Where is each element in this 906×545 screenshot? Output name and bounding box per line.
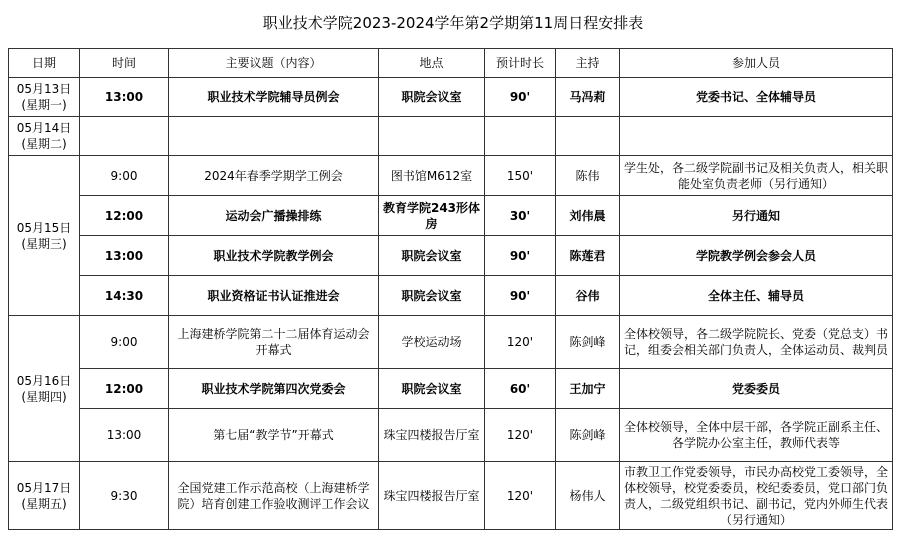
table-row — [9, 369, 893, 409]
topic-cell: 职业技术学院第四次党委会 — [169, 369, 379, 409]
topic-cell: 职业技术学院辅导员例会 — [169, 78, 379, 117]
place-cell: 珠宝四楼报告厅室 — [379, 462, 485, 530]
date-cell: 05月15日 (星期三) — [9, 156, 80, 316]
table-row — [9, 196, 893, 236]
time-cell: 13:00 — [80, 409, 169, 462]
schedule-table — [8, 48, 893, 530]
host-cell: 马冯莉 — [556, 78, 620, 117]
schedule-title: 职业技术学院2023-2024学年第2学期第11周日程安排表 — [262, 14, 644, 32]
duration-cell: 90' — [485, 276, 556, 316]
duration-cell: 90' — [485, 78, 556, 117]
time-cell: 9:00 — [80, 316, 169, 369]
duration-cell: 120' — [485, 462, 556, 530]
table-row — [9, 316, 893, 369]
duration-cell: 30' — [485, 196, 556, 236]
header-date: 日期 — [9, 49, 80, 78]
topic-cell: 上海建桥学院第二十二届体育运动会开幕式 — [169, 316, 379, 369]
topic-cell: 2024年春季学期学工例会 — [169, 156, 379, 196]
place-cell: 学校运动场 — [379, 316, 485, 369]
duration-cell: 150' — [485, 156, 556, 196]
place-cell — [379, 117, 485, 156]
place-cell: 珠宝四楼报告厅室 — [379, 409, 485, 462]
attendees-cell — [620, 117, 893, 156]
date-cell: 05月16日 (星期四) — [9, 316, 80, 462]
attendees-cell: 党委委员 — [620, 369, 893, 409]
date-cell: 05月13日 (星期一) — [9, 78, 80, 117]
table-row — [9, 462, 893, 530]
attendees-cell: 学院教学例会参会人员 — [620, 236, 893, 276]
host-cell: 陈剑峰 — [556, 316, 620, 369]
time-cell: 9:00 — [80, 156, 169, 196]
header-host: 主持 — [556, 49, 620, 78]
header-place: 地点 — [379, 49, 485, 78]
place-cell: 教育学院243形体房 — [379, 196, 485, 236]
table-row — [9, 236, 893, 276]
table-row — [9, 276, 893, 316]
attendees-cell: 全体主任、辅导员 — [620, 276, 893, 316]
duration-cell: 120' — [485, 409, 556, 462]
header-topic: 主要议题（内容） — [169, 49, 379, 78]
place-cell: 职院会议室 — [379, 236, 485, 276]
host-cell: 陈伟 — [556, 156, 620, 196]
host-cell: 杨伟人 — [556, 462, 620, 530]
place-cell: 职院会议室 — [379, 78, 485, 117]
duration-cell — [485, 117, 556, 156]
place-cell: 图书馆M612室 — [379, 156, 485, 196]
topic-cell: 职业资格证书认证推进会 — [169, 276, 379, 316]
attendees-cell: 另行通知 — [620, 196, 893, 236]
topic-cell: 第七届“教学节”开幕式 — [169, 409, 379, 462]
time-cell: 12:00 — [80, 196, 169, 236]
place-cell: 职院会议室 — [379, 369, 485, 409]
attendees-cell: 学生处，各二级学院副书记及相关负责人，相关职能处室负责老师（另行通知） — [620, 156, 893, 196]
topic-cell: 职业技术学院教学例会 — [169, 236, 379, 276]
host-cell: 陈剑峰 — [556, 409, 620, 462]
topic-cell: 运动会广播操排练 — [169, 196, 379, 236]
topic-cell — [169, 117, 379, 156]
attendees-cell: 全体校领导，全体中层干部，各学院正副系主任、各学院办公室主任，教师代表等 — [620, 409, 893, 462]
table-row — [9, 78, 893, 117]
table-row — [9, 117, 893, 156]
time-cell: 14:30 — [80, 276, 169, 316]
duration-cell: 120' — [485, 316, 556, 369]
time-cell: 13:00 — [80, 78, 169, 117]
header-time: 时间 — [80, 49, 169, 78]
date-cell: 05月14日 (星期二) — [9, 117, 80, 156]
attendees-cell: 全体校领导，各二级学院院长、党委（党总支）书记，组委会相关部门负责人，全体运动员、裁判员 — [620, 316, 893, 369]
time-cell — [80, 117, 169, 156]
duration-cell: 90' — [485, 236, 556, 276]
duration-cell: 60' — [485, 369, 556, 409]
host-cell: 王加宁 — [556, 369, 620, 409]
time-cell: 9:30 — [80, 462, 169, 530]
host-cell: 刘伟晨 — [556, 196, 620, 236]
table-row — [9, 156, 893, 196]
topic-cell: 全国党建工作示范高校（上海建桥学院）培育创建工作验收测评工作会议 — [169, 462, 379, 530]
host-cell: 谷伟 — [556, 276, 620, 316]
host-cell: 陈莲君 — [556, 236, 620, 276]
attendees-cell: 市教卫工作党委领导，市民办高校党工委领导，全体校领导，校党委委员，校纪委委员，党口部门负责人，二级党组织书记、副书记，党内外师生代表（另行通知） — [620, 462, 893, 530]
time-cell: 13:00 — [80, 236, 169, 276]
place-cell: 职院会议室 — [379, 276, 485, 316]
header-duration: 预计时长 — [485, 49, 556, 78]
host-cell — [556, 117, 620, 156]
header-row — [9, 49, 893, 78]
date-cell: 05月17日 (星期五) — [9, 462, 80, 530]
header-attendees: 参加人员 — [620, 49, 893, 78]
table-row — [9, 409, 893, 462]
attendees-cell: 党委书记、全体辅导员 — [620, 78, 893, 117]
time-cell: 12:00 — [80, 369, 169, 409]
